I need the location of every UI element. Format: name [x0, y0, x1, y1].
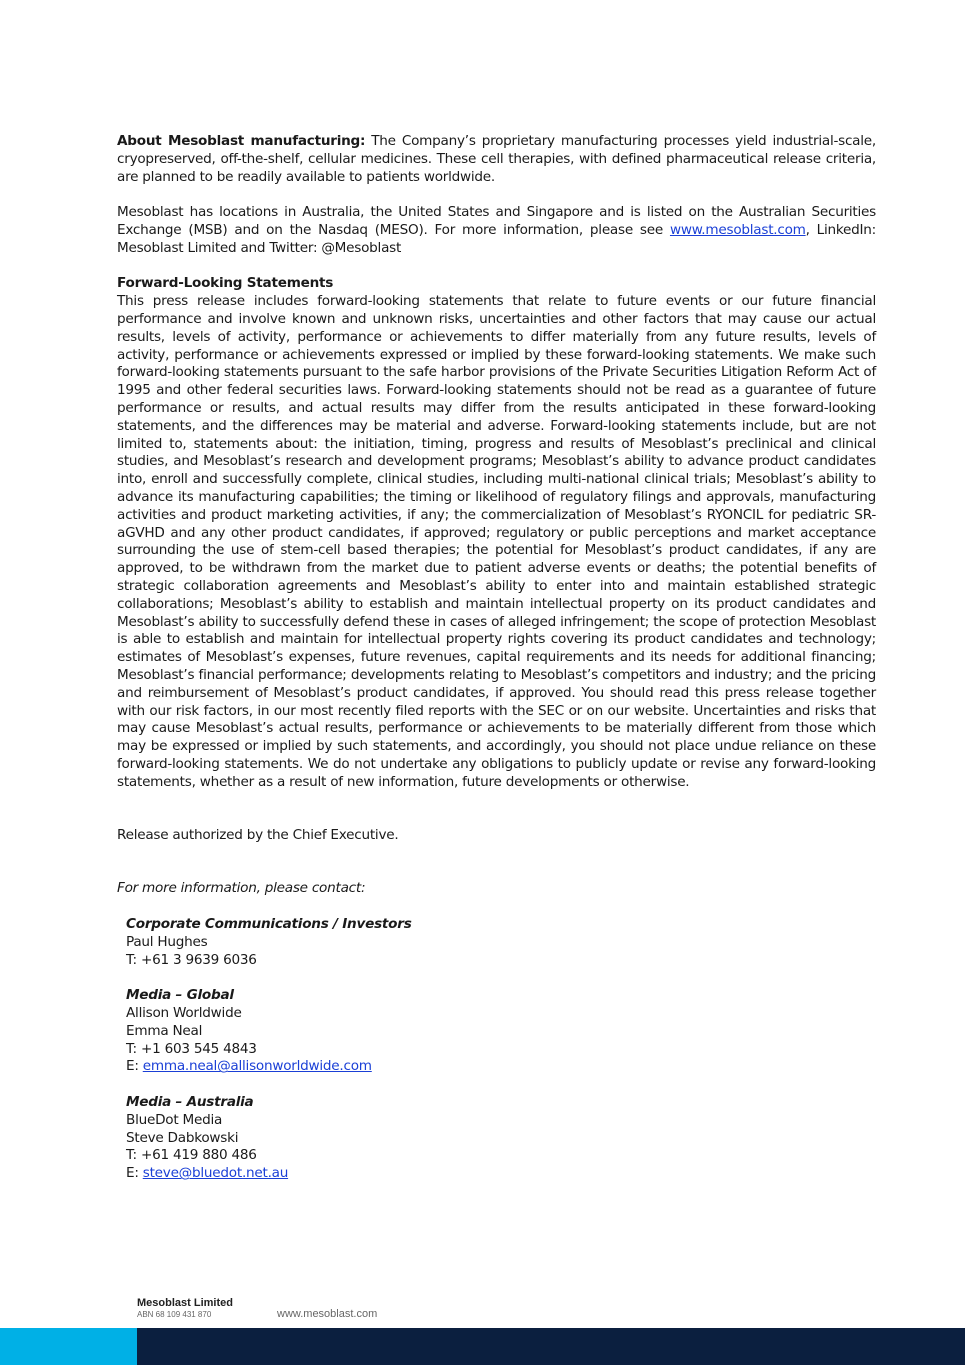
footer-website: www.mesoblast.com	[277, 1308, 378, 1320]
locations-social-text: , LinkedIn: Mesoblast Limited and Twitter: @Mesoblast	[117, 221, 876, 256]
contact-organization: Allison Worldwide	[126, 1005, 242, 1022]
spacer	[117, 186, 876, 204]
contact-name: Steve Dabkowski	[126, 1129, 239, 1146]
about-manufacturing-text: The Company’s proprietary manufacturing processes yield industrial-scale, cryopreserved, off-the-shelf, cellular medicines. These cell therapies, with defined pharmaceutical release criteria, are planned to be readily available to patients worldwide.	[117, 133, 876, 185]
mesoblast-website-link[interactable]: www.mesoblast.com	[669, 221, 806, 238]
spacer	[117, 845, 876, 881]
footer-company-name: Mesoblast Limited	[137, 1297, 233, 1309]
forward-looking-body: This press release includes forward-looking statements that relate to future events or our future financial performance and involve known and unknown risks, uncertainties and other factors that may cause our actual results, levels of activity, performance or achievements to differ materially from any future results, levels of activity, performance or achievements expressed or implied by these forward-looking statements. We make such forward-looking statements pursuant to the safe harbor provisions of the Private Securities Litigation Reform Act of 1995 and other federal securities laws. Forward-looking statements should not be read as a guarantee of future performance or results, and actual results may differ from the results anticipated in these forward-looking statements, and the differences may be material and adverse. Forward-looking statements include, but are not limited to, statements about: the initiation, timing, progress and results of Mesoblast’s preclinical and clinical studies, and Mesoblast’s research and development programs; Mesoblast’s ability to advance product candidates into, enroll and successfully complete, clinical studies, including multi-national clinical trials; Mesoblast’s ability to advance its manufacturing capabilities; the timing or likelihood of regulatory filings and approvals, manufacturing activities and product marketing activities, if any; the commercialization of Mesoblast’s RYONCIL for pediatric SR-aGVHD and any other product candidates, if approved; regulatory or public perceptions and market acceptance surrounding the use of stem-cell based therapies; the potential for Mesoblast’s product candidates, if any are approved, to be withdrawn from the market due to patient adverse events or deaths; the potential benefits of strategic collaboration agreements and Mesoblast’s ability to enter into and maintain established strategic collaborations; Mesoblast’s ability to establish and maintain intellectual property on its product candidates and Mesoblast’s ability to successfully defend these in cases of alleged infringement; the scope of protection Mesoblast is able to establish and maintain for intellectual property rights covering its product candidates and technology; estimates of Mesoblast’s expenses, future revenues, capital requirements and its needs for additional financing; Mesoblast’s financial performance; developments relating to Mesoblast’s competitors and industry; and the pricing and reimbursement of Mesoblast’s product candidates, if approved. You should read this press release together with our risk factors, in our most recently filed reports with the SEC or on our website. Uncertainties and risks that may cause Mesoblast’s actual results, performance or achievements to be materially different from those which may be expressed or implied by such statements, and accordingly, you should not place undue reliance on these forward-looking statements. We do not undertake any obligations to publicly update or revise any forward-looking statements, whether as a result of new information, future developments or otherwise.	[117, 293, 876, 790]
footer-company-block	[137, 1297, 233, 1320]
contact-phone: T: +61 419 880 486	[126, 1147, 257, 1164]
contact-title: Media – Global	[126, 987, 234, 1004]
email-link-emma-neal[interactable]: emma.neal@allisonworldwide.com	[142, 1058, 372, 1075]
email-prefix: E:	[126, 1058, 143, 1075]
contact-email-line	[126, 1058, 876, 1076]
contact-phone: T: +1 603 545 4843	[126, 1040, 257, 1057]
spacer	[117, 1076, 876, 1094]
locations-paragraph	[117, 204, 876, 257]
contact-name: Paul Hughes	[126, 933, 208, 950]
about-manufacturing-label: About Mesoblast manufacturing:	[117, 133, 366, 149]
contact-media-global	[126, 987, 876, 1076]
spacer	[117, 898, 876, 916]
authorization-statement: Release authorized by the Chief Executive.	[117, 827, 399, 844]
contact-organization: BlueDot Media	[126, 1111, 223, 1128]
contact-name: Emma Neal	[126, 1022, 203, 1039]
contact-corporate-investors	[126, 916, 876, 969]
email-link-steve-dabkowski[interactable]: steve@bluedot.net.au	[142, 1165, 289, 1182]
spacer	[117, 258, 876, 276]
contact-title: Corporate Communications / Investors	[126, 916, 412, 933]
forward-looking-heading: Forward-Looking Statements	[117, 275, 334, 292]
footer-navy-band	[137, 1328, 965, 1365]
contact-email-line	[126, 1165, 876, 1183]
footer-cyan-band	[0, 1328, 137, 1365]
email-prefix: E:	[126, 1165, 143, 1182]
contact-phone: T: +61 3 9639 6036	[126, 951, 257, 968]
footer-abn: ABN 68 109 431 870	[137, 1310, 212, 1319]
contact-intro: For more information, please contact:	[117, 880, 366, 897]
contact-title: Media – Australia	[126, 1094, 254, 1111]
document-body	[117, 133, 876, 1183]
spacer	[117, 969, 876, 987]
locations-text: Mesoblast has locations in Australia, the United States and Singapore and is listed on the Australian Securities Exchange (MSB) and on the Nasdaq (MESO). For more information, please see	[117, 204, 876, 238]
about-manufacturing-paragraph	[117, 133, 876, 186]
spacer	[117, 791, 876, 827]
contact-media-australia	[126, 1094, 876, 1183]
